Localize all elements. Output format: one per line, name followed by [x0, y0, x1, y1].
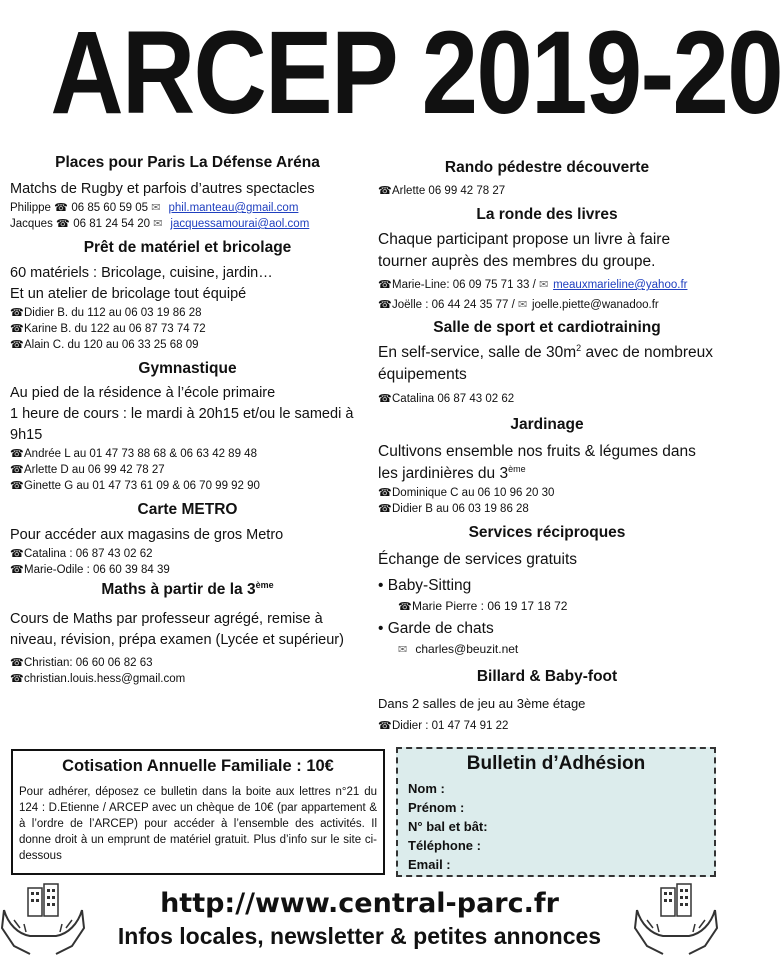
contact-text: Marie-Odile : 06 60 39 84 39 [24, 564, 170, 576]
contact-text: Alain C. du 120 au 06 33 25 68 09 [24, 339, 199, 351]
contact-text: Didier B au 06 03 19 86 28 [392, 503, 529, 515]
phone-icon: ☎ [378, 720, 392, 732]
phone-icon: ☎ [10, 339, 24, 351]
left-column [10, 150, 365, 687]
superscript: ème [255, 579, 274, 590]
page-title: ARCEP 2019-20 [50, 7, 782, 139]
field-email[interactable]: Email : [408, 857, 451, 872]
section-text [378, 441, 716, 485]
section-text: Chaque participant propose un livre à faire tourner auprès des membres du groupe. [378, 231, 671, 270]
phone-icon: ☎ [10, 673, 24, 685]
section-title-text: Maths à partir de la 3 [101, 581, 256, 598]
section-title-pret-materiel: Prêt de matériel et bricolage [83, 239, 292, 256]
contact-name: Jacques [10, 218, 53, 230]
phone-icon: ☎ [10, 448, 24, 460]
phone-icon: ☎ [398, 601, 412, 613]
section-title-billard: Billard & Baby-foot [476, 668, 618, 685]
phone-icon: ☎ [56, 218, 70, 230]
contact-text: Marie Pierre : 06 19 17 18 72 [412, 599, 568, 613]
section-title-salle-sport: Salle de sport et cardiotraining [433, 319, 661, 336]
section-title-ronde-livres: La ronde des livres [476, 206, 618, 223]
section-text [378, 342, 716, 386]
phone-icon: ☎ [10, 480, 24, 492]
envelope-icon: ✉ [151, 202, 161, 214]
email-link[interactable]: phil.manteau@gmail.com [168, 202, 299, 214]
phone-icon: ☎ [10, 464, 24, 476]
cotisation-box [11, 749, 385, 875]
phone-icon: ☎ [378, 487, 392, 499]
field-nom[interactable]: Nom : [408, 781, 445, 796]
contact-phone: 06 81 24 54 20 [73, 218, 150, 230]
email-link[interactable]: jacquessamourai@aol.com [170, 218, 310, 230]
phone-icon: ☎ [378, 279, 392, 291]
field-bal-bat[interactable]: N° bal et bât: [408, 819, 488, 834]
bulletin-title: Bulletin d’Adhésion [466, 753, 646, 774]
text-part: Cultivons ensemble nos fruits & légumes dans les jardinières du 3 [378, 443, 696, 482]
contact-line [10, 200, 365, 216]
section-title-services: Services réciproques [468, 524, 626, 541]
contact-text: Karine B. du 122 au 06 87 73 74 72 [24, 323, 206, 335]
contact-line [378, 485, 716, 501]
contact-text: Arlette D au 06 99 42 78 27 [24, 464, 165, 476]
contact-line [10, 478, 365, 494]
section-text: Et un atelier de bricolage tout équipé [10, 286, 247, 302]
phone-icon: ☎ [10, 323, 24, 335]
contact-text: Arlette 06 99 42 78 27 [392, 185, 506, 197]
envelope-icon: ✉ [539, 279, 549, 291]
phone-icon: ☎ [378, 393, 392, 405]
phone-icon: ☎ [10, 307, 24, 319]
list-item: • Baby-Sitting [378, 577, 472, 594]
contact-line [378, 597, 716, 616]
contact-line [10, 671, 365, 687]
bulletin-form [396, 747, 716, 877]
contact-text: Dominique C au 06 10 96 20 30 [392, 487, 555, 499]
website-url-link[interactable]: http://www.central-parc.fr [160, 888, 559, 919]
cotisation-title: Cotisation Annuelle Familiale : 10€ [62, 757, 334, 775]
phone-icon: ☎ [10, 564, 24, 576]
email-text[interactable]: charles@beuzit.net [415, 642, 519, 656]
section-text: Dans 2 salles de jeu au 3ème étage [378, 696, 586, 711]
section-text: Matchs de Rugby et parfois d’autres spectacles [10, 181, 315, 197]
contact-line [378, 277, 716, 293]
field-prenom[interactable]: Prénom : [408, 800, 465, 815]
contact-phone: 06 85 60 59 05 [71, 202, 149, 214]
contact-line [10, 546, 365, 562]
section-text: 60 matériels : Bricolage, cuisine, jardin… [10, 265, 273, 281]
section-text: Au pied de la résidence à l’école primaire [10, 385, 276, 401]
phone-icon: ☎ [378, 299, 392, 311]
superscript: 2 [576, 342, 582, 353]
phone-icon: ☎ [54, 202, 68, 214]
contact-line [378, 501, 716, 517]
contact-text: Joëlle : 06 44 24 35 77 / [392, 299, 515, 311]
contact-text: Catalina 06 87 43 02 62 [392, 393, 515, 405]
contact-text: Christian: 06 60 06 82 63 [24, 657, 153, 669]
phone-icon: ☎ [378, 503, 392, 515]
text-part: En self-service, salle de 30m [378, 344, 577, 361]
field-telephone[interactable]: Téléphone : [408, 838, 481, 853]
contact-line [10, 655, 365, 671]
section-title-maths [10, 580, 365, 600]
contact-line [378, 718, 716, 734]
section-title-jardinage: Jardinage [510, 416, 584, 433]
section-text: Échange de services gratuits [378, 551, 578, 568]
text-part: avec de nombreux équipements [378, 344, 713, 383]
contact-line [10, 337, 365, 353]
envelope-icon: ✉ [398, 644, 408, 656]
email-text[interactable]: joelle.piette@wanadoo.fr [531, 299, 659, 311]
section-text: 1 heure de cours : le mardi à 20h15 et/ou le samedi à 9h15 [10, 406, 354, 443]
superscript: ème [508, 463, 526, 474]
contact-line [10, 216, 365, 232]
list-item: • Garde de chats [378, 620, 494, 637]
contact-text: Didier B. du 112 au 06 03 19 86 28 [24, 307, 202, 319]
contact-text: Didier : 01 47 74 91 22 [392, 720, 509, 732]
contact-line [10, 462, 365, 478]
section-title-paris-arena: Places pour Paris La Défense Aréna [55, 154, 320, 171]
contact-line [10, 321, 365, 337]
section-title-carte-metro: Carte METRO [137, 501, 238, 518]
section-text: Pour accéder aux magasins de gros Metro [10, 527, 284, 543]
contact-line [10, 562, 365, 578]
envelope-icon: ✉ [153, 218, 163, 230]
contact-line [10, 305, 365, 321]
contact-line [378, 183, 716, 199]
cotisation-text: Pour adhérer, déposez ce bulletin dans la boite aux lettres n°21 du 124 : D.Etienne / ARCEP avec un chèque de 10€ (par appartement & à l’ordre de l’ARCEP) pour accéder à l’ensemble des activités. Il donne droit à un emprunt de matériel gratuit. Plus d’info sur le site ci-dessous [19, 786, 377, 862]
contact-text: Ginette G au 01 47 73 61 09 & 06 70 99 92 90 [24, 480, 260, 492]
contact-line [378, 297, 716, 313]
contact-line [378, 640, 716, 659]
contact-name: Philippe [10, 202, 51, 214]
contact-line [378, 391, 716, 407]
phone-icon: ☎ [10, 548, 24, 560]
phone-icon: ☎ [10, 657, 24, 669]
phone-icon: ☎ [378, 185, 392, 197]
section-text: Cours de Maths par professeur agrégé, remise à niveau, révision, prépa examen (Lycée et supérieur) [10, 611, 344, 648]
contact-text: Catalina : 06 87 43 02 62 [24, 548, 153, 560]
contact-text: christian.louis.hess@gmail.com [24, 673, 186, 685]
contact-text: Andrée L au 01 47 73 88 68 & 06 63 42 89 48 [24, 448, 257, 460]
email-link[interactable]: meauxmarieline@yahoo.fr [553, 279, 688, 291]
envelope-icon: ✉ [517, 299, 528, 311]
section-title-gymnastique: Gymnastique [138, 360, 237, 377]
contact-line [10, 446, 365, 462]
footer-tagline: Infos locales, newsletter & petites annonces [117, 923, 602, 949]
section-title-rando: Rando pédestre découverte [444, 159, 650, 176]
right-column [378, 150, 716, 734]
contact-text: Marie-Line: 06 09 75 71 33 / [392, 279, 536, 291]
